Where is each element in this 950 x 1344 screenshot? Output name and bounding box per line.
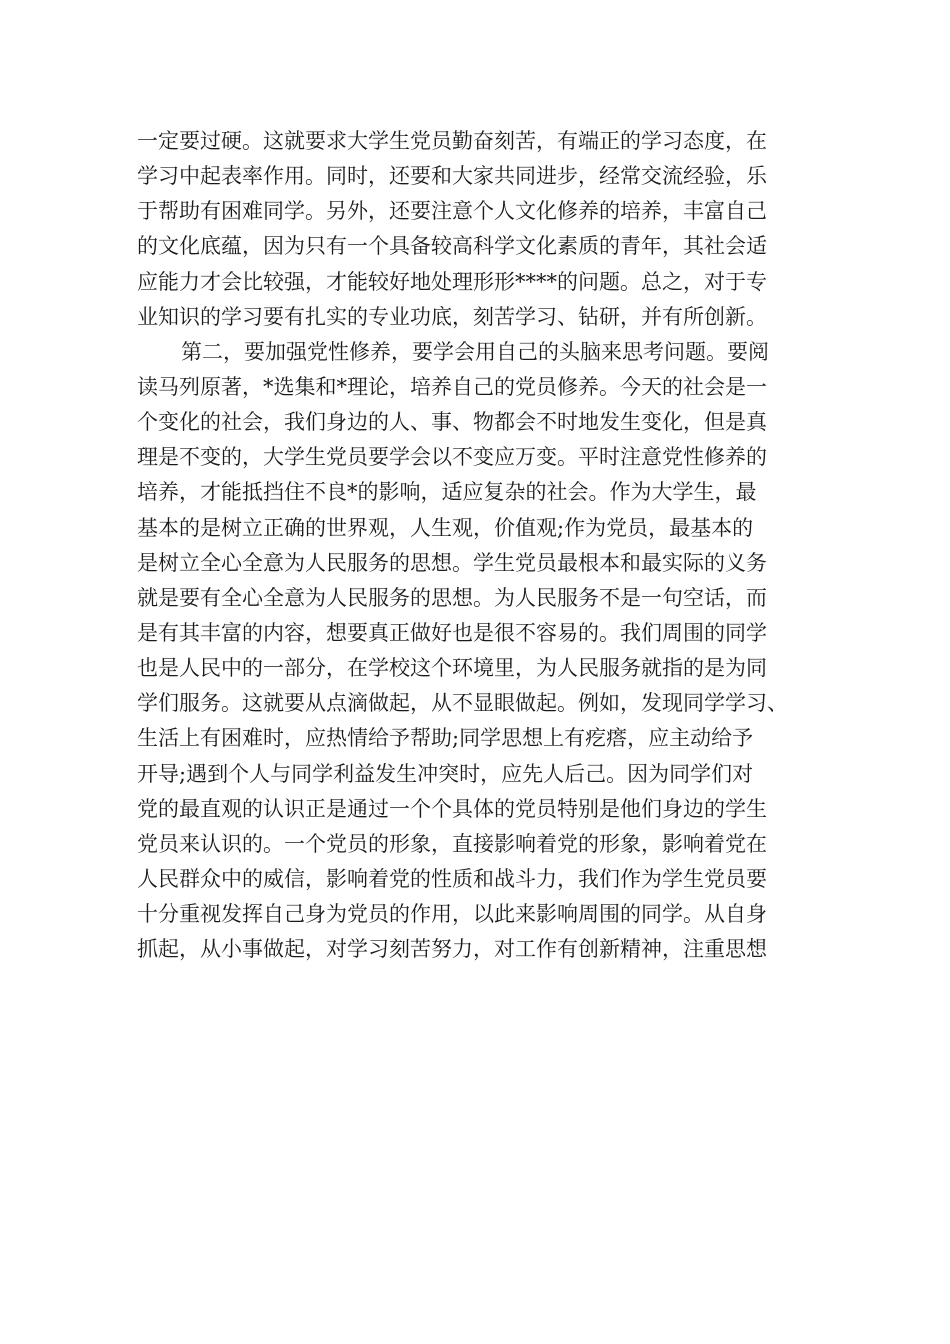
- text-line: 人民群众中的威信，影响着党的性质和战斗力，我们作为学生党员要: [137, 866, 767, 891]
- text-line: 抓起，从小事做起，对学习刻苦努力，对工作有创新精神，注重思想: [137, 937, 767, 962]
- text-line: 党员来认识的。一个党员的形象，直接影响着党的形象，影响着党在: [137, 831, 767, 856]
- text-line: 党的最直观的认识正是通过一个个具体的党员特别是他们身边的学生: [137, 796, 767, 821]
- text-line: 的文化底蕴，因为只有一个具备较高科学文化素质的青年，其社会适: [137, 234, 767, 259]
- text-line: 开导;遇到个人与同学利益发生冲突时，应先人后己。因为同学们对: [137, 761, 754, 786]
- text-line: 学习中起表率作用。同时，还要和大家共同进步，经常交流经验，乐: [137, 164, 767, 189]
- text-line: 学们服务。这就要从点滴做起，从不显眼做起。例如，发现同学学习、: [137, 691, 788, 716]
- text-line: 于帮助有困难同学。另外，还要注意个人文化修养的培养，丰富自己: [137, 199, 767, 224]
- text-line: 应能力才会比较强，才能较好地处理形形****的问题。总之，对于专: [137, 269, 767, 294]
- text-line: 是有其丰富的内容，想要真正做好也是很不容易的。我们周围的同学: [137, 620, 767, 645]
- text-line: 第二，要加强党性修养，要学会用自己的头脑来思考问题。要阅: [181, 339, 769, 364]
- text-line: 基本的是树立正确的世界观，人生观，价值观;作为党员，最基本的: [137, 515, 754, 540]
- text-line: 生活上有困难时，应热情给予帮助;同学思想上有疙瘩，应主动给予: [137, 726, 754, 751]
- text-line: 一定要过硬。这就要求大学生党员勤奋刻苦，有端正的学习态度，在: [137, 129, 767, 153]
- text-line: 也是人民中的一部分，在学校这个环境里，为人民服务就指的是为同: [137, 656, 767, 681]
- text-line: 读马列原著，*选集和*理论，培养自己的党员修养。今天的社会是一: [137, 374, 767, 399]
- text-line: 个变化的社会，我们身边的人、事、物都会不时地发生变化，但是真: [137, 410, 767, 435]
- text-line: 培养，才能抵挡住不良*的影响，适应复杂的社会。作为大学生，最: [137, 480, 757, 505]
- text-line: 是树立全心全意为人民服务的思想。学生党员最根本和最实际的义务: [137, 550, 767, 575]
- text-line: 业知识的学习要有扎实的专业功底，刻苦学习、钻研，并有所创新。: [137, 304, 767, 329]
- body-text: [137, 124, 817, 967]
- text-line: 十分重视发挥自己身为党员的作用，以此来影响周围的同学。从自身: [137, 902, 767, 927]
- text-line: 理是不变的，大学生党员要学会以不变应万变。平时注意党性修养的: [137, 445, 767, 470]
- text-line: 就是要有全心全意为人民服务的思想。为人民服务不是一句空话，而: [137, 585, 767, 610]
